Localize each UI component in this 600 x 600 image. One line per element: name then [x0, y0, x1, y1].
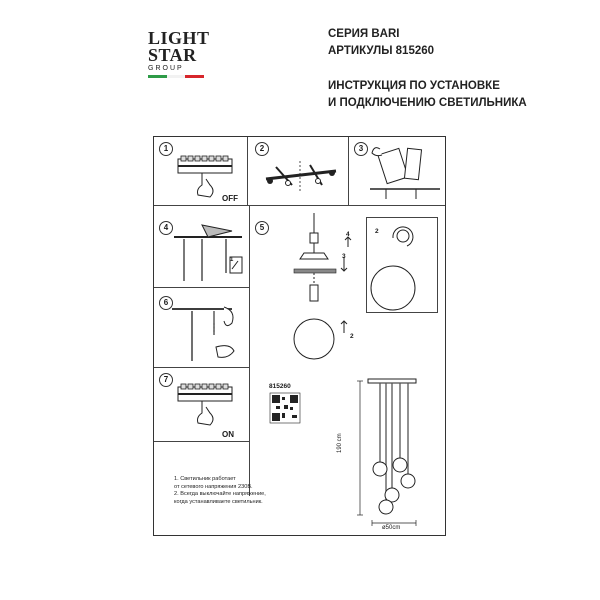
- grid-line: [247, 137, 248, 205]
- on-label: ON: [222, 430, 234, 439]
- series-name: СЕРИЯ BARI: [328, 28, 400, 40]
- mounting-bracket-illustration: [262, 159, 340, 199]
- height-dimension: 190 cm: [337, 433, 343, 453]
- detail-arrow-2: 2: [375, 228, 379, 235]
- ceiling-wiring-illustration: [172, 223, 246, 285]
- grid-line: [249, 205, 250, 496]
- logo-line-3: GROUP: [148, 65, 184, 72]
- off-label: OFF: [222, 194, 238, 203]
- step5-arrow-2: 2: [350, 333, 354, 340]
- step-number-4: 4: [159, 221, 173, 235]
- step-number-1: 1: [159, 142, 173, 156]
- note-line: когда устанавливаете светильник.: [174, 498, 263, 505]
- note-line: 2. Всегда выключайте напряжение,: [174, 491, 266, 497]
- grid-line: [154, 205, 445, 206]
- article-code: 815260: [269, 383, 291, 390]
- grid-line: [154, 441, 250, 442]
- qr-code-icon: [270, 393, 300, 423]
- diameter-dimension: ø50cm: [382, 525, 401, 531]
- brand-logo: [148, 30, 208, 100]
- step5-arrows-icon: [342, 237, 352, 357]
- grid-line: [154, 367, 249, 368]
- title-line-1: ИНСТРУКЦИЯ ПО УСТАНОВКЕ: [328, 80, 500, 92]
- logo-line-1: LIGHT: [148, 28, 210, 48]
- series-header: [328, 26, 434, 60]
- instruction-title: [328, 78, 527, 112]
- note-line: от сетевого напряжения 230В.: [174, 483, 253, 490]
- title-line-2: И ПОДКЛЮЧЕНИЮ СВЕТИЛЬНИКА: [328, 97, 527, 109]
- step-number-6: 6: [159, 296, 173, 310]
- safety-notes: [174, 476, 266, 506]
- breaker-on-illustration: [176, 383, 236, 431]
- grid-line: [348, 137, 349, 205]
- note-line: 1. Светильник работает: [174, 476, 236, 482]
- step5-arrow-3: 3: [342, 253, 346, 260]
- logo-line-2: STAR: [148, 45, 197, 65]
- article-numbers: АРТИКУЛЫ 815260: [328, 45, 435, 57]
- step-number-3: 3: [354, 142, 368, 156]
- instruction-frame: [153, 136, 446, 536]
- step5-detail-box: [366, 217, 438, 313]
- italian-flag-stripe: [148, 75, 204, 78]
- chandelier-dimension-drawing: [346, 377, 442, 527]
- pendant-assembly-illustration: [282, 213, 338, 363]
- step4-arrow-number: 1: [230, 257, 234, 263]
- step-number-7: 7: [159, 373, 173, 387]
- step-number-2: 2: [255, 142, 269, 156]
- step5-arrow-4: 4: [346, 231, 350, 238]
- step-number-5: 5: [255, 221, 269, 235]
- grid-line: [154, 287, 249, 288]
- ceiling-mount-illustration: [366, 143, 442, 201]
- hand-connection-illustration: [168, 299, 246, 363]
